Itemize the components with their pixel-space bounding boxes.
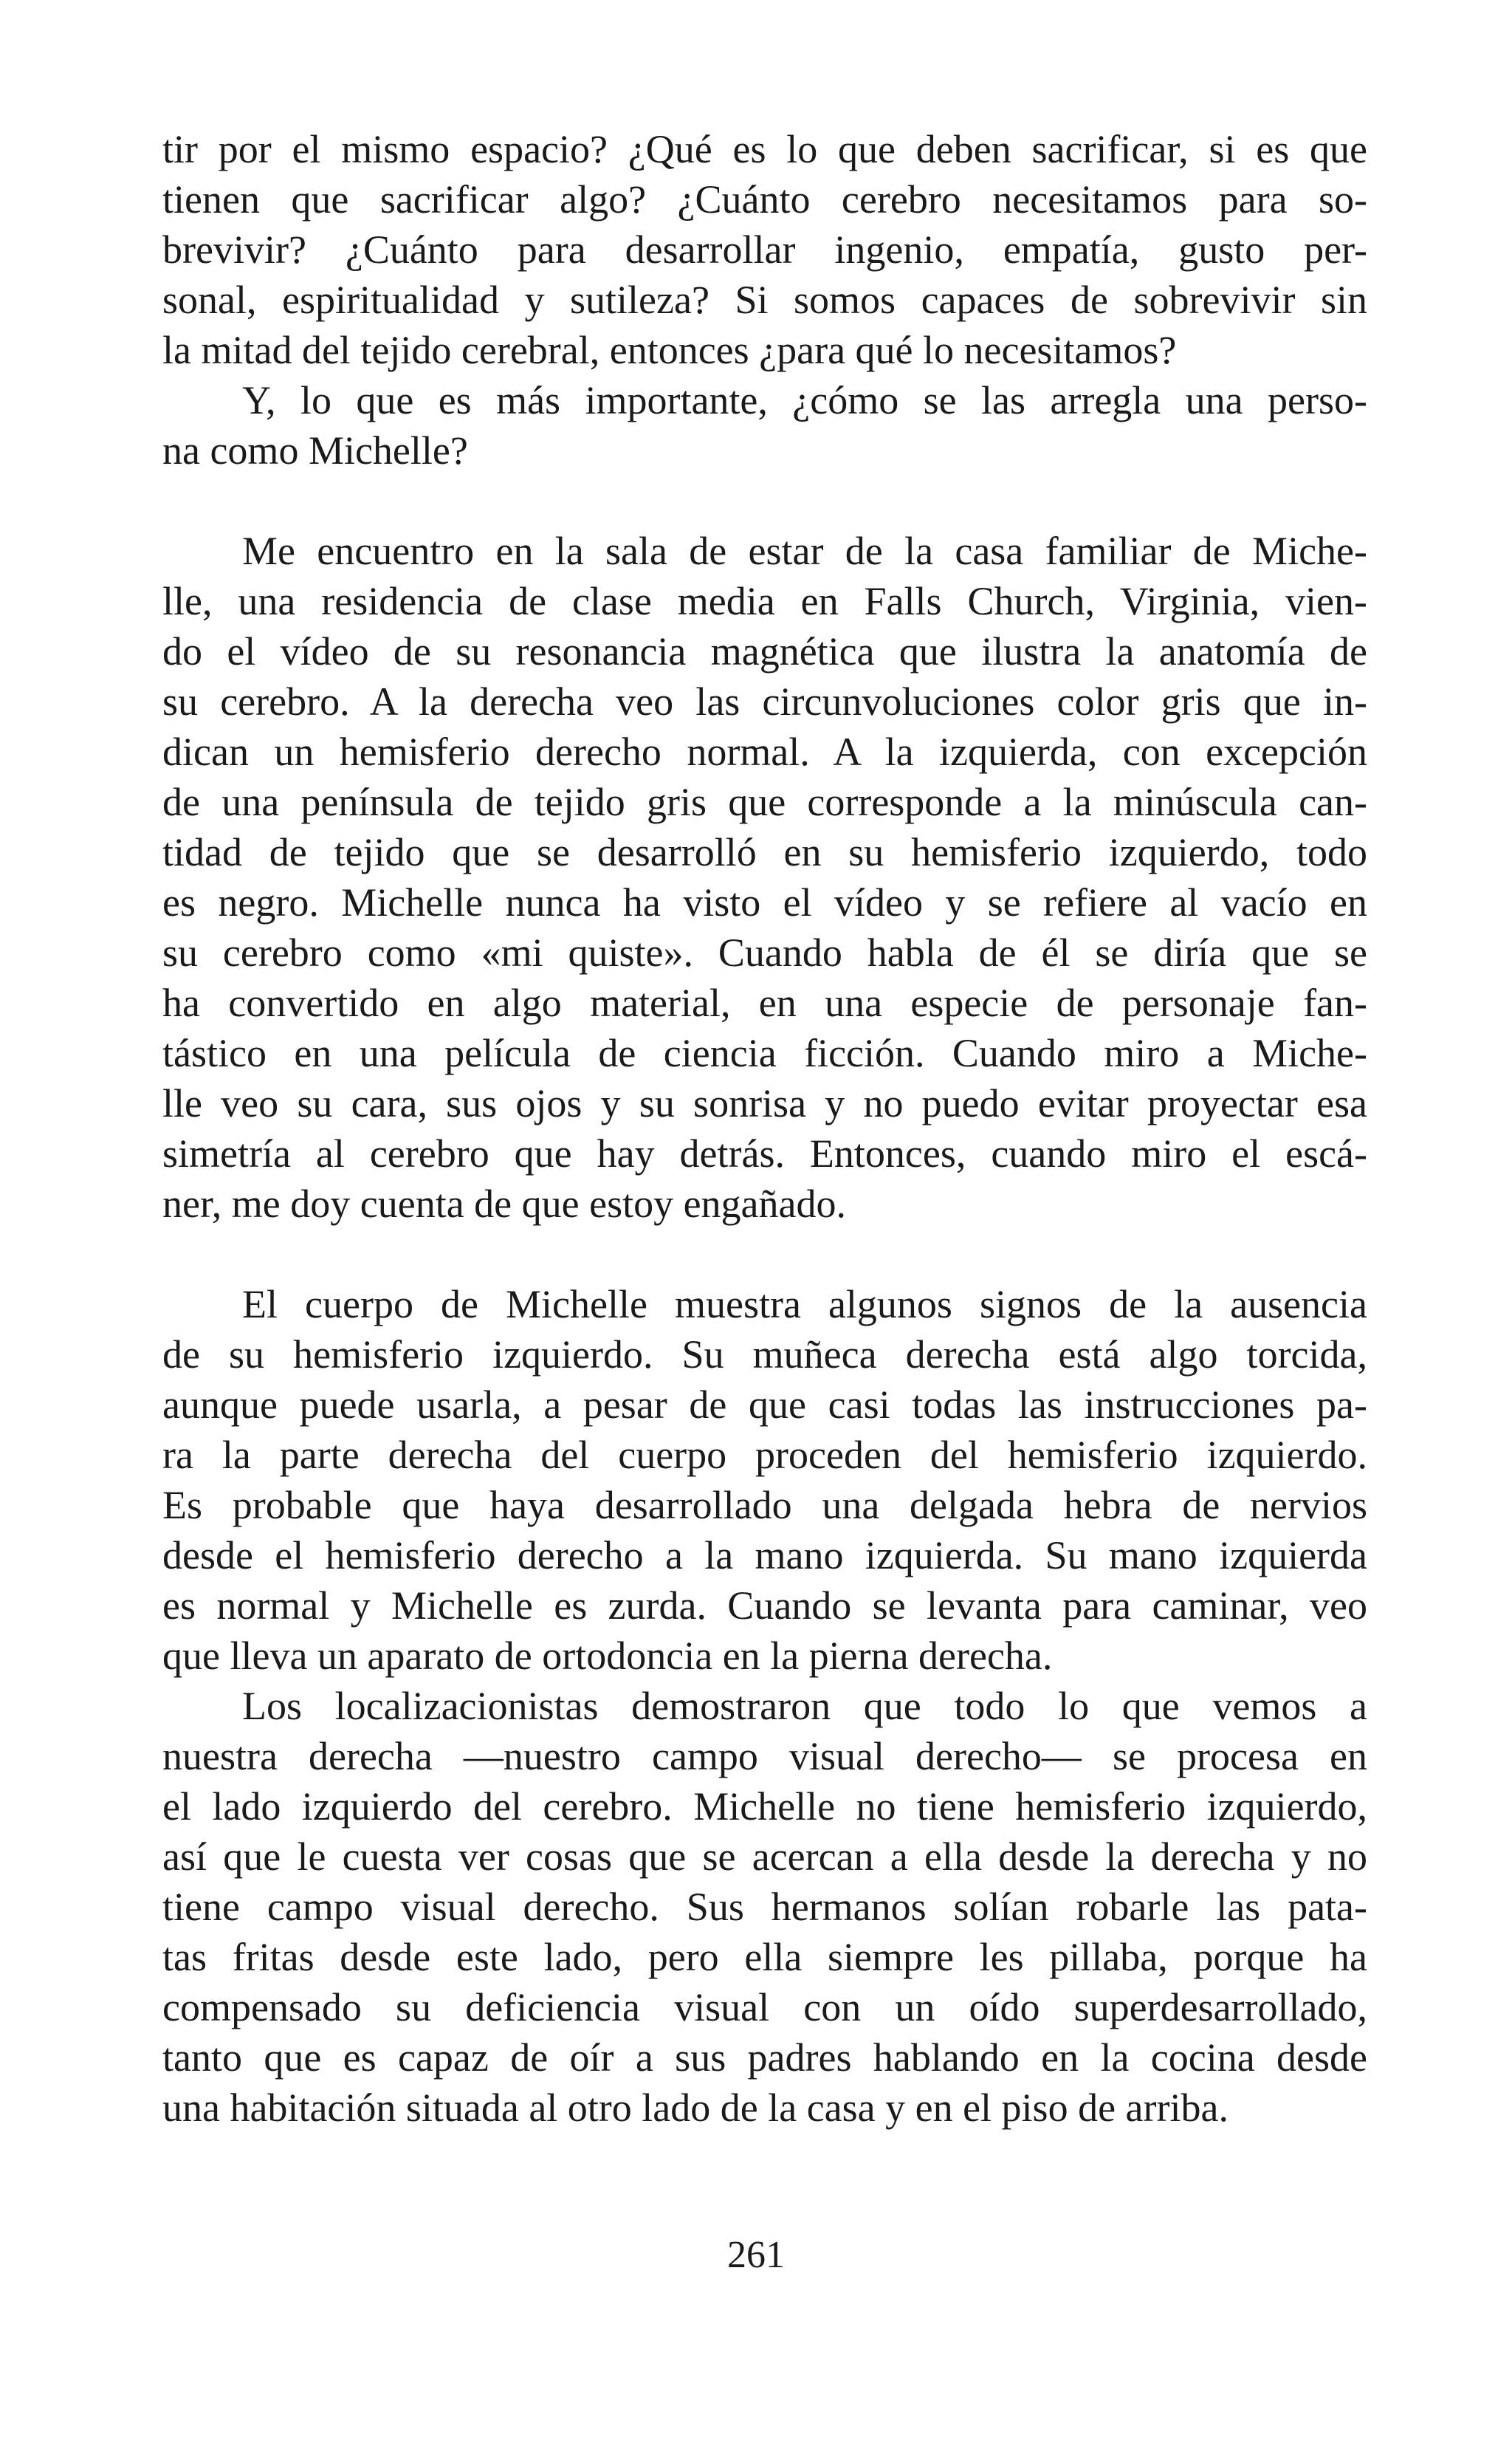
page-number: 261 (727, 2234, 785, 2276)
text-line: su cerebro. A la derecha veo las circunvoluciones color gris que in- (162, 679, 1367, 724)
text-line: así que le cuesta ver cosas que se acercan a ella desde la derecha y no (162, 1834, 1367, 1879)
text-line: una habitación situada al otro lado de la casa y en el piso de arriba. (162, 2086, 1228, 2130)
text-line: nuestra derecha —nuestro campo visual derecho— se procesa en (162, 1734, 1367, 1778)
paragraph (162, 375, 1367, 476)
text-line: es normal y Michelle es zurda. Cuando se levanta para caminar, veo (162, 1583, 1367, 1628)
text-line: tas fritas desde este lado, pero ella siempre les pillaba, porque ha (162, 1935, 1367, 1979)
text-line: desde el hemisferio derecho a la mano izquierda. Su mano izquierda (162, 1533, 1367, 1577)
paragraph (162, 526, 1367, 1229)
text-line: la mitad del tejido cerebral, entonces ¿para qué lo necesitamos? (162, 328, 1177, 372)
paragraph (162, 1279, 1367, 1681)
text-line: de su hemisferio izquierdo. Su muñeca derecha está algo torcida, (162, 1332, 1367, 1377)
text-line: lle, una residencia de clase media en Falls Church, Virginia, vien- (162, 579, 1367, 623)
text-line: brevivir? ¿Cuánto para desarrollar ingenio, empatía, gusto per- (162, 227, 1367, 272)
text-line: na como Michelle? (162, 428, 468, 473)
text-line: tástico en una película de ciencia ficción. Cuando miro a Miche- (162, 1031, 1367, 1075)
text-line: El cuerpo de Michelle muestra algunos signos de la ausencia (242, 1282, 1367, 1326)
section-break (162, 1229, 1367, 1279)
text-line: ner, me doy cuenta de que estoy engañado. (162, 1182, 846, 1226)
text-line: que lleva un aparato de ortodoncia en la pierna derecha. (162, 1634, 1053, 1678)
text-line: tidad de tejido que se desarrolló en su hemisferio izquierdo, todo (162, 830, 1367, 874)
text-line: aunque puede usarla, a pesar de que casi todas las instrucciones pa- (162, 1382, 1367, 1427)
section-break (162, 476, 1367, 526)
text-line: sonal, espiritualidad y sutileza? Si somos capaces de sobrevivir sin (162, 278, 1367, 322)
text-line: tienen que sacrificar algo? ¿Cuánto cerebro necesitamos para so- (162, 177, 1367, 222)
paragraph (162, 124, 1367, 375)
text-line: tiene campo visual derecho. Sus hermanos solían robarle las pata- (162, 1885, 1367, 1929)
text-line: es negro. Michelle nunca ha visto el vídeo y se refiere al vacío en (162, 880, 1367, 925)
paragraph (162, 1681, 1367, 2133)
text-line: tanto que es capaz de oír a sus padres hablando en la cocina desde (162, 2035, 1367, 2080)
text-line: ra la parte derecha del cuerpo proceden del hemisferio izquierdo. (162, 1433, 1367, 1477)
text-line: dican un hemisferio derecho normal. A la izquierda, con excepción (162, 730, 1367, 774)
text-line: simetría al cerebro que hay detrás. Entonces, cuando miro el escá- (162, 1131, 1367, 1176)
text-line: Y, lo que es más importante, ¿cómo se las arregla una perso- (242, 378, 1367, 422)
text-line: lle veo su cara, sus ojos y su sonrisa y no puedo evitar proyectar esa (162, 1081, 1367, 1125)
text-line: ha convertido en algo material, en una especie de personaje fan- (162, 981, 1367, 1025)
text-line: el lado izquierdo del cerebro. Michelle no tiene hemisferio izquierdo, (162, 1784, 1367, 1829)
text-line: su cerebro como «mi quiste». Cuando habla de él se diría que se (162, 931, 1367, 975)
text-line: compensado su deficiencia visual con un oído superdesarrollado, (162, 1985, 1367, 2029)
text-line: Los localizacionistas demostraron que todo lo que vemos a (242, 1684, 1367, 1728)
body-text (162, 124, 1367, 2133)
text-line: de una península de tejido gris que corresponde a la minúscula can- (162, 780, 1367, 824)
text-line: Me encuentro en la sala de estar de la casa familiar de Miche- (242, 529, 1367, 573)
text-line: Es probable que haya desarrollado una delgada hebra de nervios (162, 1483, 1367, 1527)
text-line: do el vídeo de su resonancia magnética que ilustra la anatomía de (162, 629, 1367, 674)
text-line: tir por el mismo espacio? ¿Qué es lo que deben sacrificar, si es que (162, 127, 1367, 171)
